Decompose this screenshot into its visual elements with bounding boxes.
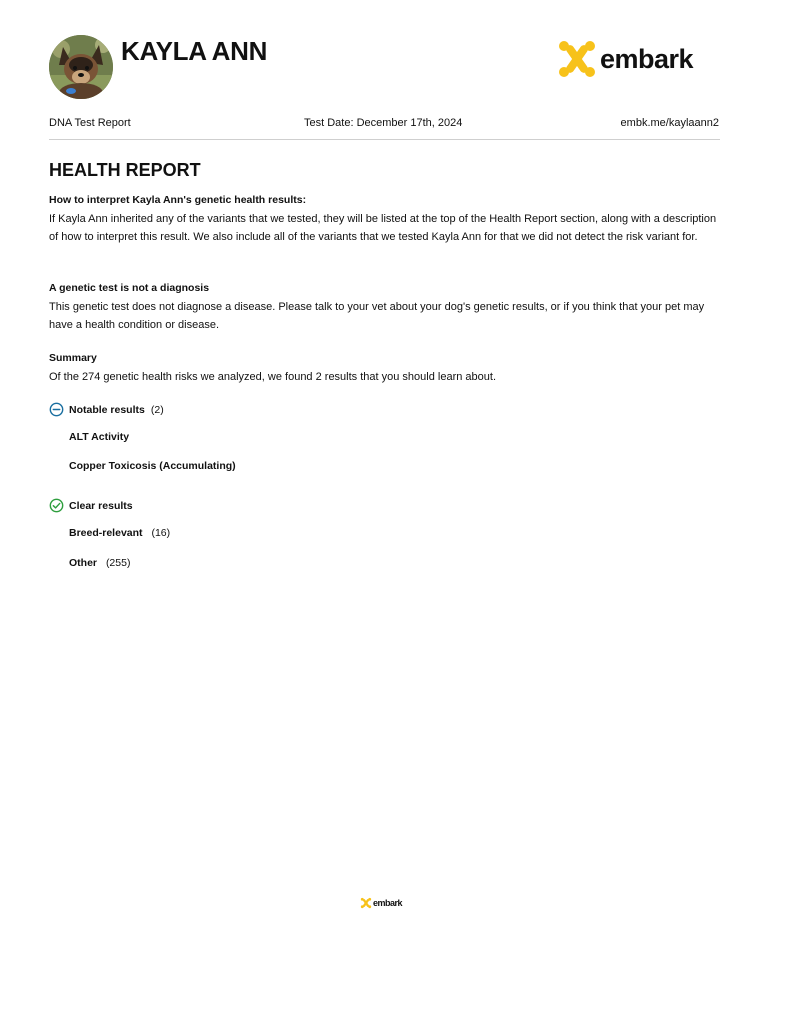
clear-results-header[interactable] <box>49 498 133 513</box>
section-body: If Kayla Ann inherited any of the variants that we tested, they will be listed at the top of the Health Report section, along with a description of how to interpret this result. We also include all of the variants that we tested Kayla Ann for that we did not detect the risk variant for. <box>49 213 717 243</box>
minus-circle-icon <box>49 402 64 417</box>
notable-results-header[interactable] <box>49 402 164 417</box>
notable-result-item[interactable] <box>69 431 129 443</box>
brand-wordmark: embark <box>600 43 694 74</box>
dog-photo-icon <box>49 35 113 99</box>
result-label: ALT Activity <box>69 431 130 443</box>
footer-logo <box>360 897 402 909</box>
dog-name: KAYLA ANN <box>121 36 268 66</box>
section-heading: How to interpret Kayla Ann's genetic health results: <box>49 194 307 206</box>
result-label: Copper Toxicosis (Accumulating) <box>69 460 236 472</box>
brand-logo <box>556 38 693 80</box>
profile-url[interactable]: embk.me/kaylaann2 <box>620 117 719 129</box>
page-title: HEALTH REPORT <box>49 160 201 180</box>
embark-logo-icon <box>360 897 372 909</box>
section-body: Of the 274 genetic health risks we analyzed, we found 2 results that you should learn about. <box>49 371 496 383</box>
section-not-diagnosis <box>49 279 721 334</box>
section-heading: A genetic test is not a diagnosis <box>49 282 210 294</box>
clear-result-item[interactable] <box>69 527 170 539</box>
avatar <box>49 35 113 99</box>
result-label: Other <box>69 557 98 569</box>
section-heading: Summary <box>49 352 97 364</box>
footer-wordmark: embark <box>373 898 403 908</box>
result-count: (16) <box>151 527 171 539</box>
result-count: (255) <box>105 557 131 569</box>
embark-logo-icon <box>556 39 598 79</box>
clear-results-label: Clear results <box>69 499 133 512</box>
test-date: Test Date: December 17th, 2024 <box>304 117 463 129</box>
notable-results-count: (2) <box>150 403 164 416</box>
notable-results-label: Notable results <box>69 403 145 416</box>
section-body: This genetic test does not diagnose a disease. Please talk to your vet about your dog's genetic results, or if you think that your pet may have a health condition or disease. <box>49 301 705 331</box>
notable-result-item[interactable] <box>69 460 236 472</box>
check-circle-icon <box>49 498 64 513</box>
clear-result-item[interactable] <box>69 557 130 569</box>
result-label: Breed-relevant <box>69 527 143 539</box>
report-type: DNA Test Report <box>49 117 131 129</box>
section-summary <box>49 349 721 386</box>
section-interpret <box>49 191 721 246</box>
header-divider <box>49 139 720 140</box>
